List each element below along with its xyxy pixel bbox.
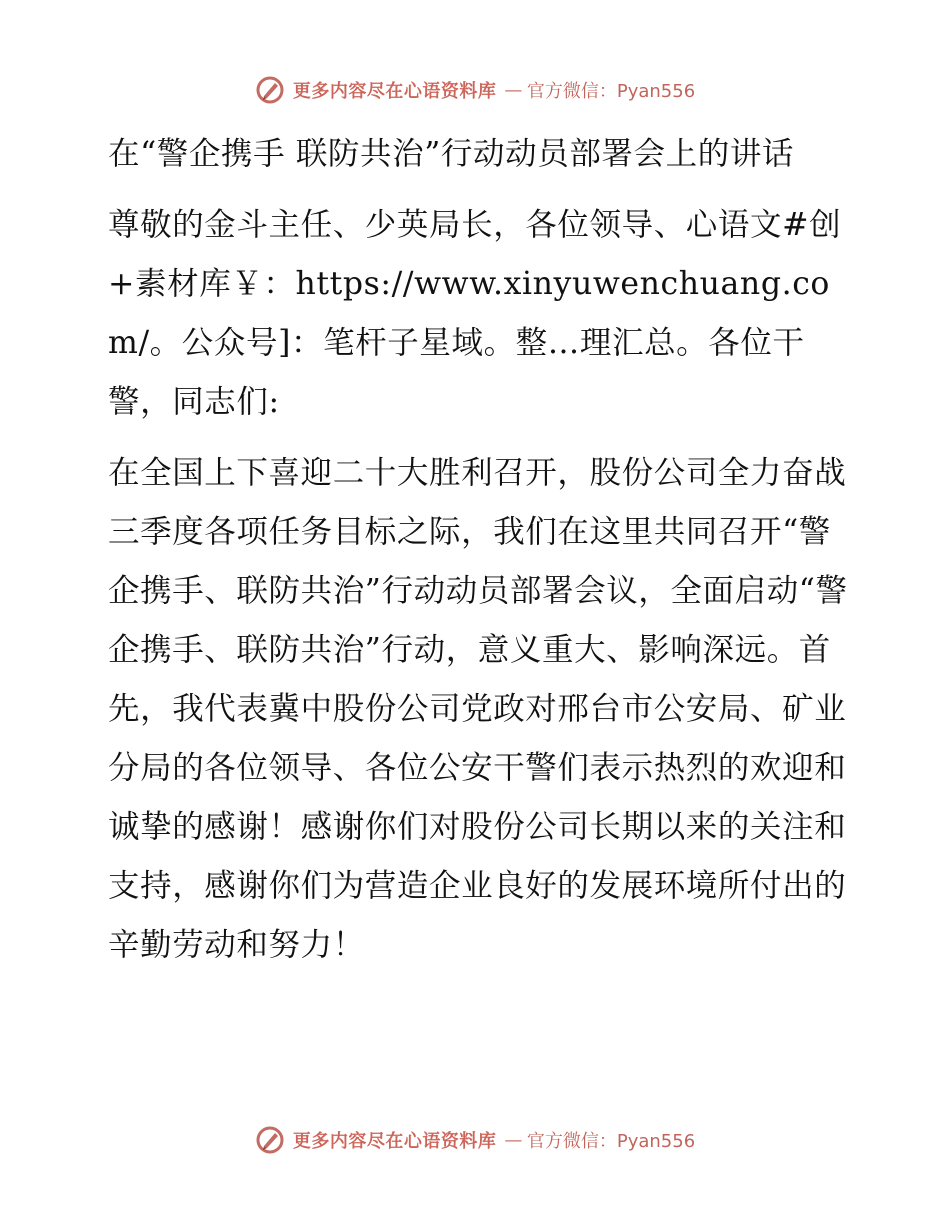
header-watermark [0,70,950,110]
footer-watermark [0,1120,950,1160]
watermark-text: 更多内容尽在心语资料库 [292,1131,497,1152]
watermark-dash: — [504,1129,523,1151]
document-title: 在“警企携手 联防共治”行动动员部署会上的讲话 [108,136,795,172]
watermark-wechat: 官方微信：Pyan556 [526,1131,696,1152]
pen-logo-icon [255,75,285,105]
watermark-text: 更多内容尽在心语资料库 [292,81,497,102]
pen-logo-icon [255,1125,285,1155]
watermark-dash: — [504,79,523,101]
document-body [96,125,856,983]
greeting-paragraph: 尊敬的金斗主任、少英局长，各位领导、心语文#创+素材库￥：https://www.xinyuwenchuang.com/。公众号]：笔杆子星域。整…理汇总。各位干警，同志们: [108,207,842,420]
watermark-wechat: 官方微信：Pyan556 [526,81,696,102]
body-paragraph: 在全国上下喜迎二十大胜利召开，股份公司全力奋战三季度各项任务目标之际，我们在这里共同召开“警企携手、联防共治”行动动员部署会议，全面启动“警企携手、联防共治”行动，意义重大、影响深远。首先，我代表冀中股份公司党政对邢台市公安局、矿业分局的各位领导、各位公安干警们表示热烈的欢迎和诚挚的感谢！感谢你们对股份公司长期以来的关注和支持，感谢你们为营造企业良好的发展环境所付出的辛勤劳动和努力！ [108,455,848,963]
